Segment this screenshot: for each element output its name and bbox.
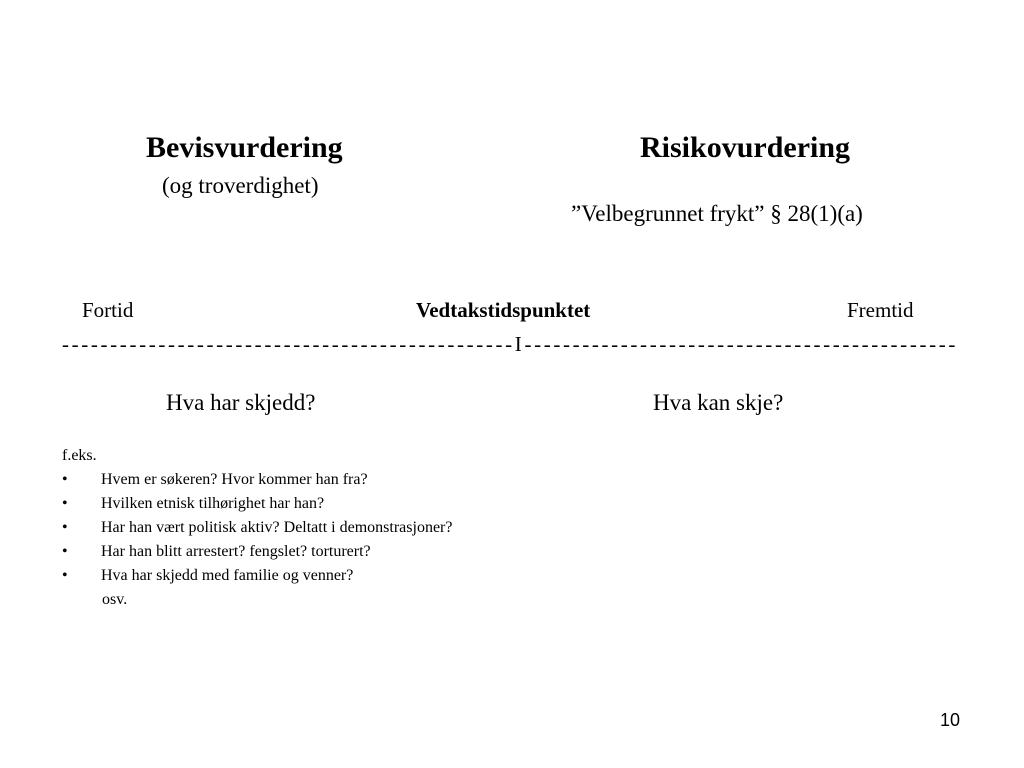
- list-item: [62, 516, 452, 540]
- timeline-past-label: Fortid: [82, 298, 134, 322]
- examples-list: [62, 468, 452, 588]
- bullet-icon: •: [62, 495, 68, 512]
- page-number: 10: [940, 710, 961, 730]
- list-item-text: Har han vært politisk aktiv? Deltatt i demonstrasjoner?: [101, 519, 453, 536]
- examples-outro: osv.: [102, 591, 128, 608]
- list-item-text: Hva har skjedd med familie og venner?: [101, 567, 354, 584]
- timeline-line: -----------------------------------------------I---------------------------------------------: [62, 332, 958, 356]
- examples-block: [62, 444, 452, 612]
- left-subheading: (og troverdighet): [162, 173, 319, 198]
- list-item: [62, 564, 452, 588]
- list-item: [62, 492, 452, 516]
- bullet-icon: •: [62, 471, 68, 488]
- right-heading: Risikovurdering: [640, 131, 851, 164]
- question-future: Hva kan skje?: [653, 390, 784, 415]
- left-heading: Bevisvurdering: [146, 131, 343, 164]
- list-item-text: Har han blitt arrestert? fengslet? torturert?: [101, 543, 371, 560]
- right-subheading: ”Velbegrunnet frykt” § 28(1)(a): [571, 201, 863, 226]
- bullet-icon: •: [62, 519, 68, 536]
- timeline-decision-label: Vedtakstidspunktet: [416, 298, 591, 322]
- examples-intro: f.eks.: [62, 447, 97, 464]
- question-past: Hva har skjedd?: [166, 390, 316, 415]
- bullet-icon: •: [62, 567, 68, 584]
- list-item-text: Hvem er søkeren? Hvor kommer han fra?: [101, 471, 368, 488]
- list-item: [62, 468, 452, 492]
- timeline-future-label: Fremtid: [847, 298, 914, 322]
- list-item: [62, 540, 452, 564]
- bullet-icon: •: [62, 543, 68, 560]
- list-item-text: Hvilken etnisk tilhørighet har han?: [101, 495, 325, 512]
